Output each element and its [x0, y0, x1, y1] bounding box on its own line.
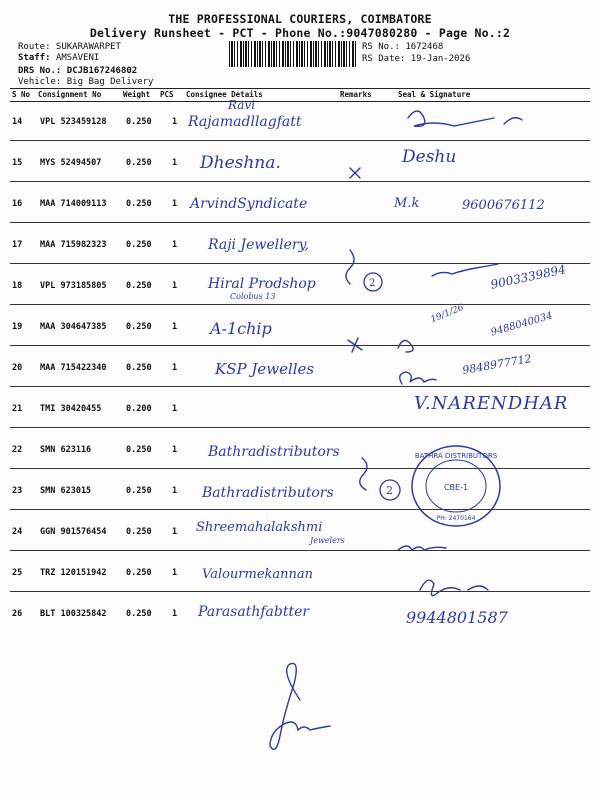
pcs: 1 [172, 609, 178, 619]
col-remarks: Remarks [340, 90, 372, 99]
weight: 0.250 [126, 158, 152, 168]
drs-value: DCJB167246802 [66, 66, 138, 76]
rs-number: RS No.: 1672468 [362, 42, 444, 52]
pcs: 1 [172, 322, 178, 332]
sno: 15 [12, 158, 23, 168]
sno: 19 [12, 322, 23, 332]
consignment-no: SMN 623116 [40, 445, 92, 455]
sno: 25 [12, 568, 23, 578]
pcs: 1 [172, 240, 178, 250]
consignment-no: TMI 30420455 [40, 404, 102, 414]
weight: 0.250 [126, 322, 152, 332]
col-seal: Seal & Signature [398, 90, 471, 99]
weight: 0.250 [126, 240, 152, 250]
signature-handwritten: Deshu [402, 147, 457, 167]
consignment-no: MYS 52494507 [40, 158, 102, 168]
consignee-handwritten: Bathradistributors [208, 444, 340, 460]
circled-two-label: 2 [369, 278, 376, 289]
weight: 0.250 [126, 486, 152, 496]
sno: 26 [12, 609, 23, 619]
weight: 0.200 [126, 404, 152, 414]
brace-mark-17-18 [346, 250, 354, 284]
consignment-no: VPL 973185805 [40, 281, 107, 291]
sno: 18 [12, 281, 23, 291]
handwritten-note: 19/1/26 [429, 302, 466, 326]
company-title: THE PROFESSIONAL COURIERS, COIMBATORE [168, 12, 432, 26]
sno: 14 [12, 117, 23, 127]
consignee-handwritten: Dheshna. [200, 153, 281, 173]
consignee-handwritten: A-1chip [210, 319, 272, 338]
consignee-handwritten: Rajamadllagfatt [188, 114, 302, 130]
pcs: 1 [172, 281, 178, 291]
phone-handwritten: 9488040034 [489, 310, 554, 339]
pcs: 1 [172, 527, 178, 537]
staff-value: AMSAVENI [55, 53, 100, 63]
pcs: 1 [172, 363, 178, 373]
pcs: 1 [172, 158, 178, 168]
rs-date: RS Date: 19-Jan-2026 [362, 54, 471, 64]
weight: 0.250 [126, 281, 152, 291]
stamp-text-center: CBE-1 [443, 483, 469, 492]
stamp-text-bottom: PH: 2470164 [436, 515, 476, 522]
signature-row20 [400, 372, 436, 384]
sno: 21 [12, 404, 23, 414]
pcs: 1 [172, 568, 178, 578]
signature-row25 [420, 580, 488, 595]
pcs: 1 [172, 404, 178, 414]
bottom-signature [270, 663, 330, 749]
consignment-no: VPL 523459128 [40, 117, 107, 127]
consignment-no: MAA 714009113 [40, 199, 107, 209]
weight: 0.250 [126, 199, 152, 209]
consignee-handwritten: KSP Jewelles [215, 360, 315, 378]
signature-row24 [398, 546, 446, 550]
signature-handwritten: M.k [394, 196, 420, 211]
handwritten-note: Ravi [228, 98, 256, 112]
sno: 17 [12, 240, 23, 250]
pcs: 1 [172, 486, 178, 496]
consignment-no: BLT 100325842 [40, 609, 107, 619]
circled-two-label: 2 [386, 484, 393, 497]
handwritten-note: Jewelers [310, 536, 345, 545]
col-sno: S No [12, 90, 31, 99]
sno: 23 [12, 486, 23, 496]
weight: 0.250 [126, 117, 152, 127]
signature-row19 [398, 340, 413, 352]
phone-handwritten: 9003339894 [489, 262, 567, 292]
consignee-handwritten: Raji Jewellery, [208, 237, 310, 253]
signature-row14 [408, 111, 522, 126]
phone-handwritten: 9600676112 [462, 198, 545, 213]
remark-x-row19 [348, 338, 362, 352]
col-consignee: Consignee Details [186, 90, 263, 99]
pcs: 1 [172, 445, 178, 455]
consignee-handwritten: Shreemahalakshmi [196, 520, 323, 535]
signature-row18 [432, 264, 498, 276]
staff-label: Staff: [18, 53, 51, 63]
weight: 0.250 [126, 568, 152, 578]
phone-handwritten: 9944801587 [406, 608, 508, 627]
weight: 0.250 [126, 445, 152, 455]
consignment-no: MAA 715982323 [40, 240, 107, 250]
pcs: 1 [172, 117, 178, 127]
pcs: 1 [172, 199, 178, 209]
stamp-text-top: BATHRA DISTRIBUTORS [414, 452, 498, 460]
consignment-no: MAA 304647385 [40, 322, 107, 332]
drs-label: DRS No.: [18, 66, 62, 76]
sno: 22 [12, 445, 23, 455]
col-pcs: PCS [160, 90, 174, 99]
route-line: Route: SUKARAWARPET [18, 42, 121, 52]
sno: 20 [12, 363, 23, 373]
col-consignment: Consignment No [38, 90, 102, 99]
weight: 0.250 [126, 363, 152, 373]
consignment-no: TRZ 120151942 [40, 568, 107, 578]
sno: 24 [12, 527, 23, 537]
consignment-no: SMN 623015 [40, 486, 92, 496]
sno: 16 [12, 199, 23, 209]
handwritten-note: Colobus 13 [230, 292, 276, 301]
weight: 0.250 [126, 527, 152, 537]
remark-x-mark [350, 168, 360, 178]
consignee-handwritten: Bathradistributors [202, 485, 334, 501]
consignee-handwritten: Hiral Prodshop [208, 276, 316, 292]
weight: 0.250 [126, 609, 152, 619]
vehicle-line: Vehicle: Big Bag Delivery [18, 77, 154, 87]
brace-mark-22-23 [360, 458, 367, 490]
consignee-handwritten: ArvindSyndicate [190, 196, 308, 212]
consignment-no: MAA 715422340 [40, 363, 107, 373]
signature-handwritten: V.NARENDHAR [414, 393, 569, 414]
consignment-no: GGN 901576454 [40, 527, 107, 537]
consignee-handwritten: Valourmekannan [202, 567, 314, 582]
phone-handwritten: 9848977712 [461, 352, 533, 377]
runsheet-subtitle: Delivery Runsheet - PCT - Phone No.:9047080280 - Page No.:2 [89, 26, 511, 40]
consignee-handwritten: Parasathfabtter [198, 604, 310, 620]
col-weight: Weight [123, 90, 151, 99]
